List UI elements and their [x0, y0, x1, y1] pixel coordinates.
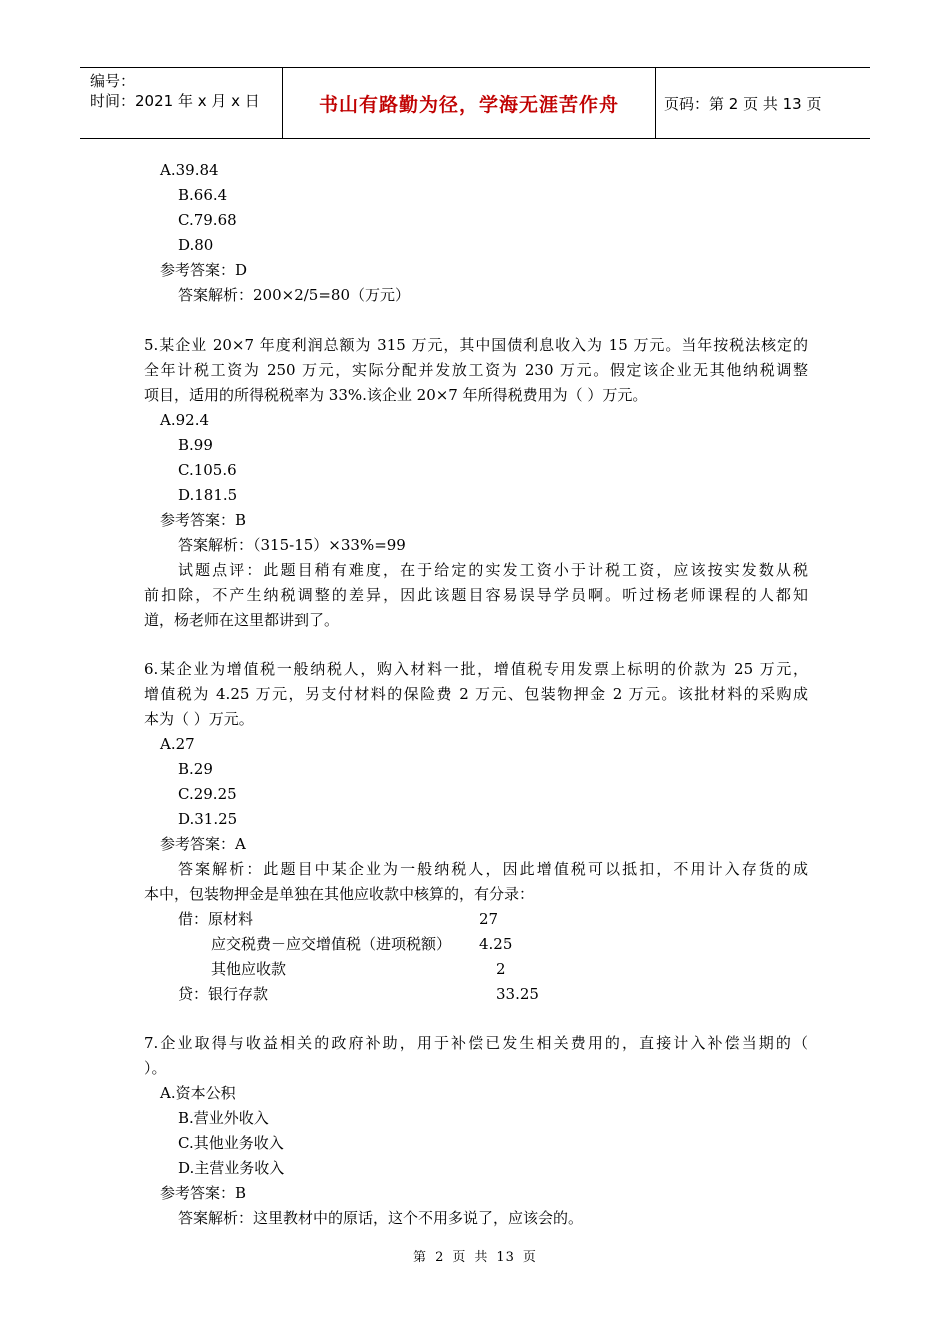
question-6-text: 6.某企业为增值税一般纳税人，购入材料一批，增值税专用发票上标明的价款为 25 万元， — [144, 660, 808, 678]
footer-total-pages: 13 — [496, 1250, 515, 1265]
question-5-text: 5.某企业 20×7 年度利润总额为 315 万元，其中国债利息收入为 15 万元。当年按税法核定的 — [144, 336, 808, 354]
journal-amount: 33.25 — [496, 985, 539, 1003]
journal-debit-account: 其他应收款 — [211, 960, 287, 978]
option-a: A.92.4 — [160, 411, 209, 429]
explanation-line: 答案解析：（315-15）×33%=99 — [178, 536, 406, 554]
footer-di: 第 — [413, 1250, 428, 1265]
header-meta — [90, 71, 260, 111]
option-d: D.80 — [178, 236, 214, 254]
option-b: B.营业外收入 — [178, 1109, 269, 1127]
footer-ye: 页 — [452, 1250, 467, 1265]
journal-debit-account: 借：原材料 — [178, 910, 254, 928]
journal-amount: 2 — [496, 960, 506, 978]
option-c: C.其他业务收入 — [178, 1134, 284, 1152]
question-5-text: 项目，适用的所得税税率为 33%.该企业 20×7 年所得税费用为（ ）万元。 — [144, 386, 648, 404]
question-5-text: 全年计税工资为 250 万元，实际分配并发放工资为 230 万元。假定该企业无其他纳税调整 — [144, 361, 808, 379]
journal-amount: 27 — [479, 910, 499, 928]
explanation-line: 答案解析：这里教材中的原话，这个不用多说了，应该会的。 — [178, 1209, 584, 1227]
option-d: D.31.25 — [178, 810, 238, 828]
page-footer — [0, 1246, 950, 1265]
option-c: C.79.68 — [178, 211, 237, 229]
question-6-text: 本为（ ）万元。 — [144, 710, 254, 728]
explanation-line: 答案解析：200×2/5=80（万元） — [178, 286, 410, 304]
journal-debit-account: 应交税费－应交增值税（进项税额） — [211, 935, 452, 953]
journal-amount: 4.25 — [479, 935, 513, 953]
answer-line: 参考答案：A — [160, 835, 246, 853]
answer-line: 参考答案：B — [160, 511, 247, 529]
footer-gong: 共 — [474, 1250, 489, 1265]
option-b: B.99 — [178, 436, 213, 454]
footer-page-number: 2 — [435, 1250, 445, 1265]
option-a: A.39.84 — [160, 161, 219, 179]
header-time-label: 时间：2021 年 x 月 x 日 — [90, 92, 260, 110]
journal-credit-account: 贷：银行存款 — [178, 985, 269, 1003]
option-b: B.66.4 — [178, 186, 228, 204]
comment-line: 前扣除，不产生纳税调整的差异，因此该题目容易误导学员啊。听过杨老师课程的人都知 — [144, 586, 808, 604]
header-divider — [655, 68, 656, 138]
explanation-line: 答案解析：此题目中某企业为一般纳税人，因此增值税可以抵扣，不用计入存货的成 — [178, 860, 808, 878]
comment-line: 道，杨老师在这里都讲到了。 — [144, 611, 340, 629]
option-a: A.资本公积 — [160, 1084, 236, 1102]
question-6-text: 增值税为 4.25 万元，另支付材料的保险费 2 万元、包装物押金 2 万元。该批材料的采购成 — [144, 685, 808, 703]
question-7-text: ）。 — [144, 1059, 167, 1077]
answer-line: 参考答案：B — [160, 1184, 247, 1202]
comment-line: 试题点评：此题目稍有难度，在于给定的实发工资小于计税工资，应该按实发数从税 — [178, 561, 808, 579]
option-d: D.181.5 — [178, 486, 238, 504]
option-c: C.29.25 — [178, 785, 237, 803]
header-motto: 书山有路勤为径，学海无涯苦作舟 — [318, 94, 619, 116]
header-page-code: 页码：第 2 页 共 13 页 — [664, 95, 822, 113]
page-header — [80, 67, 870, 139]
option-b: B.29 — [178, 760, 213, 778]
option-a: A.27 — [160, 735, 195, 753]
question-7-text: 7.企业取得与收益相关的政府补助，用于补偿已发生相关费用的，直接计入补偿当期的（ — [144, 1034, 808, 1052]
footer-ye: 页 — [522, 1250, 537, 1265]
explanation-line: 本中，包装物押金是单独在其他应收款中核算的，有分录： — [144, 885, 535, 903]
option-c: C.105.6 — [178, 461, 237, 479]
header-number-label: 编号： — [90, 72, 136, 90]
option-d: D.主营业务收入 — [178, 1159, 285, 1177]
answer-line: 参考答案：D — [160, 261, 248, 279]
